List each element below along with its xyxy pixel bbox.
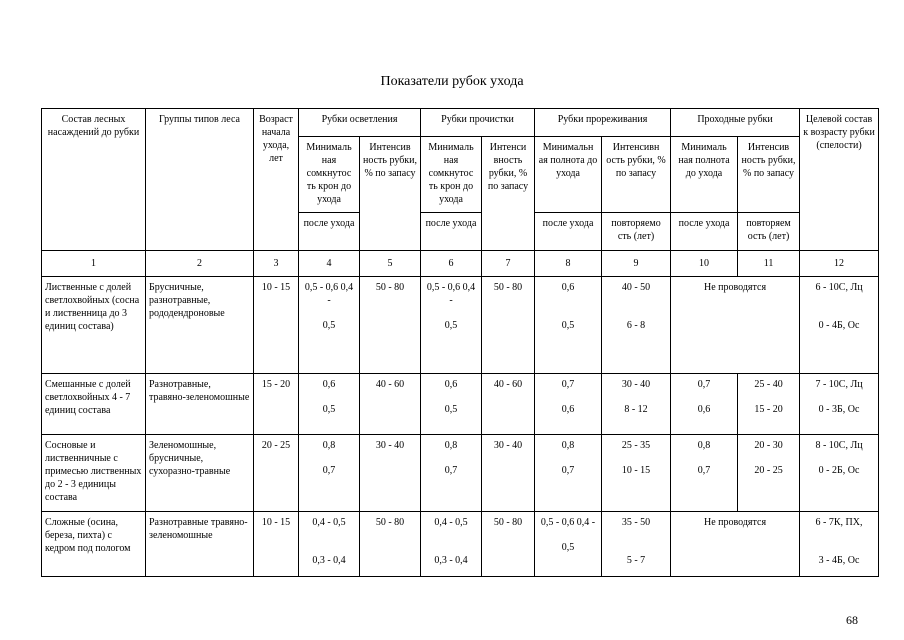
target-main: 8 - 10С, Лц [815, 440, 863, 451]
header-after-care: после ухода [535, 213, 602, 251]
column-number: 8 [535, 251, 602, 277]
passing-cell: Не проводятся [671, 512, 800, 577]
header-repeat: повторяем ость (лет) [738, 213, 800, 251]
value-after: 15 - 20 [754, 404, 783, 415]
target-cell [800, 512, 879, 577]
header-forest-types: Группы типов леса [146, 109, 254, 251]
header-clearing: Рубки прочистки [421, 109, 535, 137]
value-after: 0,3 - 0,4 [312, 555, 346, 566]
header-after-care: после ухода [421, 213, 482, 251]
value-cell [421, 374, 482, 435]
value-cell [299, 277, 360, 374]
age-cell: 15 - 20 [254, 374, 299, 435]
value-cell [671, 374, 738, 435]
value-before: 0,8 [322, 440, 336, 451]
target-admixture: 0 - 4Б, Ос [818, 320, 860, 331]
value-cell [535, 374, 602, 435]
value-after: 0,7 [444, 465, 458, 476]
value-before: 0,8 [561, 440, 575, 451]
value-after: 0,7 [697, 465, 711, 476]
age-cell: 10 - 15 [254, 277, 299, 374]
passing-cell: Не проводятся [671, 277, 800, 374]
value-cell [535, 277, 602, 374]
target-cell [800, 277, 879, 374]
column-number: 7 [482, 251, 535, 277]
value-cell [671, 435, 738, 512]
value-after: 8 - 12 [624, 404, 648, 415]
column-number: 1 [42, 251, 146, 277]
value-before: 0,7 [697, 379, 711, 390]
column-number: 12 [800, 251, 879, 277]
value-before: 0,4 - 0,5 [312, 517, 346, 528]
column-number: 4 [299, 251, 360, 277]
value-cell: 40 - 60 [360, 374, 421, 435]
value-before: 0,6 [444, 379, 458, 390]
value-cell [299, 435, 360, 512]
value-cell: 40 - 60 [482, 374, 535, 435]
value-after: 0,5 [444, 320, 458, 331]
column-number: 9 [602, 251, 671, 277]
page-title: Показатели рубок ухода [380, 74, 524, 89]
header-repeat: повторяемо сть (лет) [602, 213, 671, 251]
column-number: 10 [671, 251, 738, 277]
value-before: 25 - 40 [754, 379, 783, 390]
header-min-density: Минимальн ая полнота до ухода [535, 137, 602, 213]
value-before: 0,6 [322, 379, 336, 390]
forest-types-cell: Разнотравные травяно-зеленомошные [146, 512, 254, 577]
value-cell [421, 435, 482, 512]
value-cell: 50 - 80 [482, 512, 535, 577]
column-number: 5 [360, 251, 421, 277]
header-thinning: Рубки прореживания [535, 109, 671, 137]
value-before: 0,5 - 0,6 0,4 - [540, 517, 596, 528]
header-intensity: Интенсив ность рубки, % по запасу [360, 137, 421, 251]
value-cell: 50 - 80 [360, 277, 421, 374]
value-after: 0,3 - 0,4 [434, 555, 468, 566]
column-number: 11 [738, 251, 800, 277]
target-main: 6 - 10С, Лц [815, 282, 863, 293]
age-cell: 10 - 15 [254, 512, 299, 577]
value-before: 0,4 - 0,5 [434, 517, 468, 528]
table-row [42, 277, 879, 374]
forest-types-cell: Разнотравные, травяно-зеленомошные [146, 374, 254, 435]
forest-care-table [41, 108, 879, 577]
header-intensity: Интенси вность рубки, % по запасу [482, 137, 535, 251]
value-cell [602, 435, 671, 512]
age-cell: 20 - 25 [254, 435, 299, 512]
column-number: 3 [254, 251, 299, 277]
header-cleaning: Рубки осветления [299, 109, 421, 137]
target-admixture: 0 - 3Б, Ос [818, 404, 860, 415]
value-cell [299, 512, 360, 577]
value-cell [602, 374, 671, 435]
header-intensity: Интенсив ность рубки, % по запасу [738, 137, 800, 213]
column-number: 2 [146, 251, 254, 277]
page-number: 68 [846, 613, 858, 627]
value-cell: 30 - 40 [482, 435, 535, 512]
value-cell [602, 512, 671, 577]
header-target: Целевой состав к возрасту рубки (спелости) [800, 109, 879, 251]
header-min-density: Минималь ная полнота до ухода [671, 137, 738, 213]
value-cell: 30 - 40 [360, 435, 421, 512]
value-before: 40 - 50 [621, 282, 651, 293]
value-cell [602, 277, 671, 374]
header-composition: Состав лесных насаждений до рубки [42, 109, 146, 251]
value-after: 10 - 15 [621, 465, 651, 476]
value-before: 0,5 - 0,6 0,4 - [304, 282, 354, 306]
value-before: 25 - 35 [621, 440, 651, 451]
composition-cell: Смешанные с долей светлохвойных 4 - 7 единиц состава [42, 374, 146, 435]
value-after: 6 - 8 [626, 320, 646, 331]
value-after: 0,5 [322, 404, 336, 415]
value-cell [738, 435, 800, 512]
forest-types-cell: Зеленомошные, брусничные, сухоразно-травные [146, 435, 254, 512]
header-after-care: после ухода [299, 213, 360, 251]
value-before: 0,5 - 0,6 0,4 - [426, 282, 476, 306]
value-before: 20 - 30 [754, 440, 783, 451]
value-cell [535, 435, 602, 512]
value-after: 0,7 [322, 465, 336, 476]
table-row [42, 512, 879, 577]
target-cell [800, 374, 879, 435]
header-intensity: Интенсивн ость рубки, % по запасу [602, 137, 671, 213]
target-main: 6 - 7К, ПХ, [815, 517, 863, 528]
value-cell [421, 512, 482, 577]
value-before: 0,7 [561, 379, 575, 390]
value-before: 0,6 [561, 282, 575, 293]
value-cell: 50 - 80 [360, 512, 421, 577]
value-before: 0,8 [697, 440, 711, 451]
table-row [42, 374, 879, 435]
value-cell [738, 374, 800, 435]
header-passing: Проходные рубки [671, 109, 800, 137]
value-before: 30 - 40 [621, 379, 651, 390]
composition-cell: Сложные (осина, береза, пихта) с кедром под пологом [42, 512, 146, 577]
value-after: 0,5 [561, 320, 575, 331]
composition-cell: Сосновые и лиственничные с примесью лиственных до 2 - 3 единицы состава [42, 435, 146, 512]
target-cell [800, 435, 879, 512]
value-before: 0,8 [444, 440, 458, 451]
header-after-care: после ухода [671, 213, 738, 251]
target-admixture: 3 - 4Б, Ос [818, 555, 860, 566]
value-after: 0,6 [697, 404, 711, 415]
value-after: 5 - 7 [626, 555, 646, 566]
forest-types-cell: Брусничные, разнотравные, рододендроновые [146, 277, 254, 374]
table-row [42, 435, 879, 512]
composition-cell: Лиственные с долей светлохвойных (сосна и лиственница до 3 единиц состава) [42, 277, 146, 374]
value-after: 0,6 [561, 404, 575, 415]
value-after: 20 - 25 [754, 465, 783, 476]
target-main: 7 - 10С, Лц [815, 379, 863, 390]
value-cell [299, 374, 360, 435]
column-number: 6 [421, 251, 482, 277]
value-after: 0,5 [444, 404, 458, 415]
header-age: Возраст начала ухода, лет [254, 109, 299, 251]
value-after: 0,5 [322, 320, 336, 331]
header-min-closure: Минималь ная сомкнутос ть крон до ухода [299, 137, 360, 213]
target-admixture: 0 - 2Б, Ос [818, 465, 860, 476]
value-before: 35 - 50 [621, 517, 651, 528]
value-cell: 50 - 80 [482, 277, 535, 374]
value-after: 0,5 [561, 542, 575, 553]
header-min-closure: Минималь ная сомкнутос ть крон до ухода [421, 137, 482, 213]
value-cell [535, 512, 602, 577]
column-numbers-row [42, 251, 879, 277]
value-after: 0,7 [561, 465, 575, 476]
value-cell [421, 277, 482, 374]
